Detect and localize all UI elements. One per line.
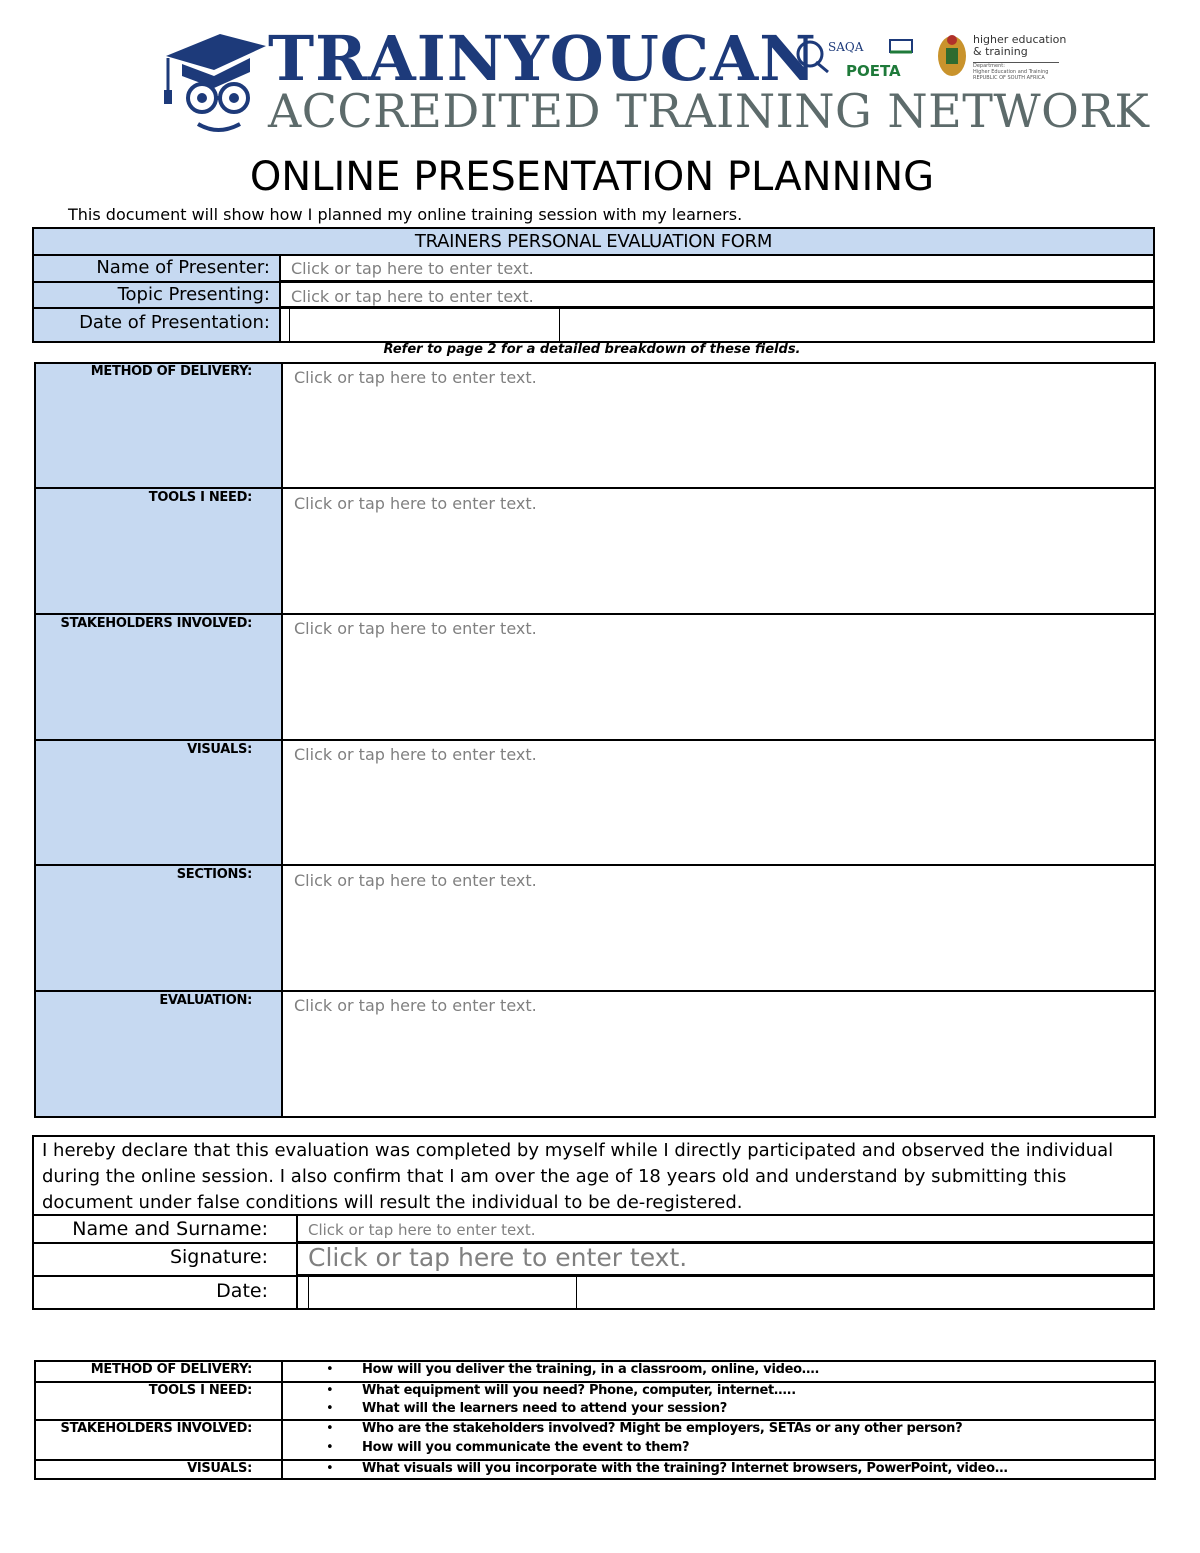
declaration-date-label: Date: bbox=[216, 1280, 268, 1302]
saqa-label: SAQA bbox=[828, 40, 864, 54]
name-surname-input[interactable]: Click or tap here to enter text. bbox=[308, 1221, 536, 1239]
date-input[interactable] bbox=[291, 310, 557, 340]
guide-text-tools-1: What equipment will you need? Phone, computer, internet….. bbox=[362, 1383, 796, 1398]
declaration-text: I hereby declare that this evaluation was completed by myself while I directly participated and observed the individual during the online session. I also confirm that I am over the age of 18 years old and understand by submitting this document under false conditions will result the individual to be de-registered. bbox=[42, 1140, 1114, 1213]
form-heading: TRAINERS PERSONAL EVALUATION FORM bbox=[414, 231, 773, 252]
guide-text-method: How will you deliver the training, in a classroom, online, video…. bbox=[362, 1362, 820, 1377]
guide-text-tools-2: What will the learners need to attend your session? bbox=[362, 1401, 728, 1416]
bullet-icon: • bbox=[326, 1440, 334, 1455]
section-input-method[interactable]: Click or tap here to enter text. bbox=[294, 368, 537, 387]
intro-text: This document will show how I planned my online training session with my learners. bbox=[68, 205, 743, 224]
section-input-tools[interactable]: Click or tap here to enter text. bbox=[294, 494, 537, 513]
bullet-icon: • bbox=[326, 1362, 334, 1377]
topic-input[interactable]: Click or tap here to enter text. bbox=[291, 287, 534, 306]
guide-label-method: METHOD OF DELIVERY: bbox=[90, 1362, 252, 1377]
guide-label-visuals: VISUALS: bbox=[187, 1461, 252, 1476]
guide-text-visuals: What visuals will you incorporate with the training? Internet browsers, PowerPoint, video… bbox=[362, 1461, 1008, 1476]
he-title: higher education & training bbox=[973, 33, 1067, 58]
bullet-icon: • bbox=[326, 1383, 334, 1398]
he-department: Department: Higher Education and Training REPUBLIC OF SOUTH AFRICA bbox=[973, 62, 1059, 81]
refer-note: Refer to page 2 for a detailed breakdown of these fields. bbox=[383, 342, 801, 357]
section-input-evaluation[interactable]: Click or tap here to enter text. bbox=[294, 996, 537, 1015]
section-label-evaluation: EVALUATION: bbox=[159, 993, 252, 1008]
graduate-mascot-icon bbox=[158, 28, 268, 138]
section-input-sections[interactable]: Click or tap here to enter text. bbox=[294, 871, 537, 890]
bullet-icon: • bbox=[326, 1461, 334, 1476]
section-input-visuals[interactable]: Click or tap here to enter text. bbox=[294, 745, 537, 764]
guide-label-stakeholders: STAKEHOLDERS INVOLVED: bbox=[60, 1421, 252, 1436]
signature-label: Signature: bbox=[169, 1246, 268, 1268]
section-label-stakeholders: STAKEHOLDERS INVOLVED: bbox=[60, 616, 252, 631]
section-label-method: METHOD OF DELIVERY: bbox=[90, 364, 252, 379]
brand-tagline: ACCREDITED TRAINING NETWORK bbox=[268, 84, 1150, 138]
poeta-emblem-icon bbox=[888, 36, 914, 56]
guide-text-stakeholders-2: How will you communicate the event to them? bbox=[362, 1440, 690, 1455]
coat-of-arms-icon bbox=[934, 30, 970, 80]
signature-input[interactable]: Click or tap here to enter text. bbox=[308, 1243, 688, 1272]
bullet-icon: • bbox=[326, 1401, 334, 1416]
guide-text-stakeholders-1: Who are the stakeholders involved? Might be employers, SETAs or any other person? bbox=[362, 1421, 963, 1436]
declaration-date-input[interactable] bbox=[310, 1278, 574, 1307]
page-title: ONLINE PRESENTATION PLANNING bbox=[249, 154, 935, 200]
bullet-icon: • bbox=[326, 1421, 334, 1436]
name-surname-label: Name and Surname: bbox=[72, 1218, 268, 1240]
saqa-logo-icon bbox=[792, 36, 832, 76]
section-label-tools: TOOLS I NEED: bbox=[148, 490, 252, 505]
presenter-input[interactable]: Click or tap here to enter text. bbox=[291, 259, 534, 278]
poeta-label: POETA bbox=[846, 62, 901, 80]
date-label: Date of Presentation: bbox=[79, 312, 270, 333]
brand-name: TRAINYOUCAN bbox=[268, 22, 817, 95]
presenter-label: Name of Presenter: bbox=[96, 257, 270, 278]
section-input-stakeholders[interactable]: Click or tap here to enter text. bbox=[294, 619, 537, 638]
topic-label: Topic Presenting: bbox=[117, 284, 270, 305]
guide-label-tools: TOOLS I NEED: bbox=[148, 1383, 252, 1398]
section-label-visuals: VISUALS: bbox=[187, 742, 252, 757]
form-heading-row bbox=[34, 229, 1153, 254]
section-label-sections: SECTIONS: bbox=[176, 867, 252, 882]
